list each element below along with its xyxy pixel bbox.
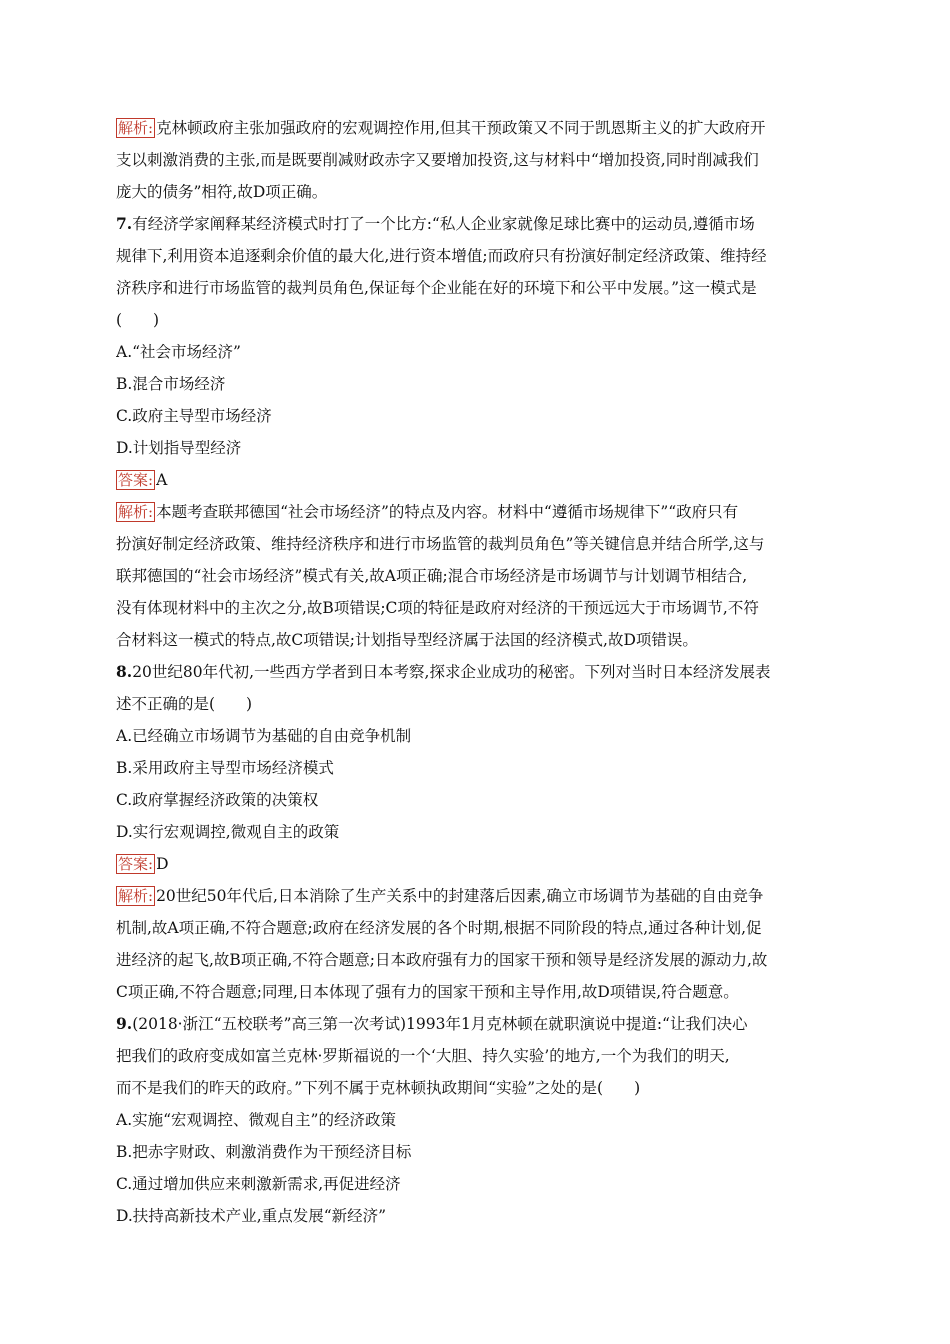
option-b: B.混合市场经济: [116, 375, 226, 393]
analysis-text: 本题考查联邦德国“社会市场经济”的特点及内容。材料中“遵循市场规律下”“政府只有: [156, 503, 739, 521]
analysis-text: 支以刺激消费的主张,而是既要削减财政赤字又要增加投资,这与材料中“增加投资,同时削减我们: [116, 151, 759, 169]
question-8: [116, 656, 836, 1008]
analysis-text: 克林顿政府主张加强政府的宏观调控作用,但其干预政策又不同于凯恩斯主义的扩大政府开: [156, 119, 766, 137]
question-stem: 20世纪80年代初,一些西方学者到日本考察,探求企业成功的秘密。下列对当时日本经济发展表: [132, 663, 771, 681]
analysis-text: 扮演好制定经济政策、维持经济秩序和进行市场监管的裁判员角色”等关键信息并结合所学,这与: [116, 535, 765, 553]
question-7: [116, 208, 836, 656]
option-b: B.把赤字财政、刺激消费作为干预经济目标: [116, 1143, 412, 1161]
q6-analysis: [116, 112, 836, 208]
question-number: 7.: [116, 214, 133, 233]
analysis-text: 合材料这一模式的特点,故C项错误;计划指导型经济属于法国的经济模式,故D项错误。: [116, 631, 698, 649]
analysis-text: 联邦德国的“社会市场经济”模式有关,故A项正确;混合市场经济是市场调节与计划调节相结合,: [116, 567, 748, 585]
answer-value: D: [156, 855, 169, 873]
analysis-tag: 解析:: [118, 503, 154, 521]
option-a: A.实施“宏观调控、微观自主”的经济政策: [116, 1111, 396, 1129]
analysis-text: 20世纪50年代后,日本消除了生产关系中的封建落后因素,确立市场调节为基础的自由竞争: [156, 887, 764, 905]
analysis-text: 没有体现材料中的主次之分,故B项错误;C项的特征是政府对经济的干预远远大于市场调节,不符: [116, 599, 759, 617]
analysis-tag: 解析:: [118, 119, 154, 137]
question-stem: 济秩序和进行市场监管的裁判员角色,保证每个企业能在好的环境下和公平中发展。”这一模式是: [116, 279, 757, 297]
analysis-text: 进经济的起飞,故B项正确,不符合题意;日本政府强有力的国家干预和领导是经济发展的源动力,故: [116, 951, 768, 969]
option-a: A.已经确立市场调节为基础的自由竞争机制: [116, 727, 412, 745]
analysis-text: C项正确,不符合题意;同理,日本体现了强有力的国家干预和主导作用,故D项错误,符合题意。: [116, 983, 739, 1001]
analysis-text: 机制,故A项正确,不符合题意;政府在经济发展的各个时期,根据不同阶段的特点,通过各种计划,促: [116, 919, 762, 937]
question-stem: 而不是我们的昨天的政府。”下列不属于克林顿执政期间“实验”之处的是( ): [116, 1079, 641, 1097]
question-stem: 有经济学家阐释某经济模式时打了一个比方:“私人企业家就像足球比赛中的运动员,遵循市场: [132, 215, 755, 233]
option-c: C.政府主导型市场经济: [116, 407, 272, 425]
question-stem: 述不正确的是( ): [116, 695, 253, 713]
question-9: [116, 1008, 836, 1232]
option-a: A.“社会市场经济”: [116, 343, 241, 361]
document-page: [116, 112, 836, 1232]
answer-tag: 答案:: [118, 855, 154, 873]
question-stem: ( ): [116, 311, 160, 329]
option-c: C.通过增加供应来刺激新需求,再促进经济: [116, 1175, 401, 1193]
question-stem: (2018·浙江“五校联考”高三第一次考试)1993年1月克林顿在就职演说中提道:“让我们决心: [132, 1015, 748, 1033]
question-number: 8.: [116, 662, 133, 681]
analysis-text: 庞大的债务”相符,故D项正确。: [116, 183, 328, 201]
option-d: D.实行宏观调控,微观自主的政策: [116, 823, 340, 841]
question-number: 9.: [116, 1014, 133, 1033]
option-d: D.计划指导型经济: [116, 439, 242, 457]
question-stem: 把我们的政府变成如富兰克林·罗斯福说的一个‘大胆、持久实验’的地方,一个为我们的明天,: [116, 1047, 730, 1065]
option-c: C.政府掌握经济政策的决策权: [116, 791, 319, 809]
analysis-tag: 解析:: [118, 887, 154, 905]
question-stem: 规律下,利用资本追逐剩余价值的最大化,进行资本增值;而政府只有扮演好制定经济政策、维持经: [116, 247, 767, 265]
option-b: B.采用政府主导型市场经济模式: [116, 759, 334, 777]
option-d: D.扶持高新技术产业,重点发展“新经济”: [116, 1207, 387, 1225]
answer-value: A: [156, 471, 168, 489]
answer-tag: 答案:: [118, 471, 154, 489]
